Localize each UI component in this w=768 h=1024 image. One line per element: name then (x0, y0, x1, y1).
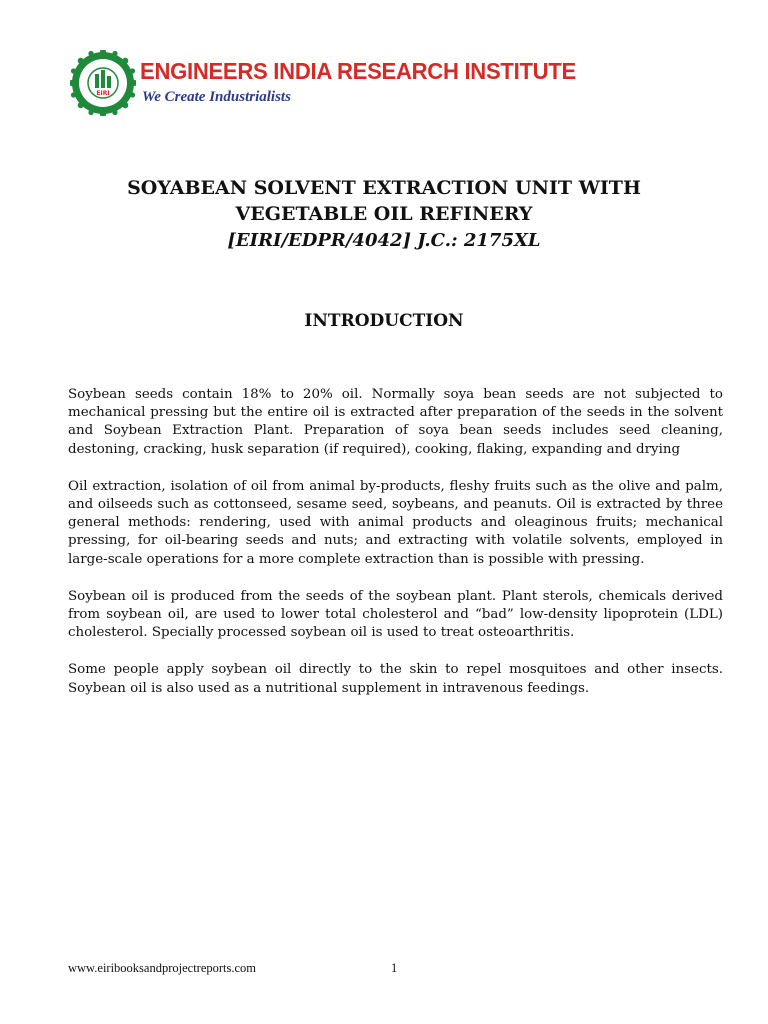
section-heading: INTRODUCTION (304, 311, 464, 331)
seal-text: EIRI (96, 90, 110, 97)
eiri-seal-icon (70, 50, 136, 116)
footer-website-link[interactable]: www.eiribooksandprojectreports.com (68, 961, 257, 975)
brand-logo (70, 50, 576, 120)
paragraph: Soybean seeds contain 18% to 20% oil. Normally soya bean seeds are not subjected to mechanical pressing but the entire oil is extracted after preparation of the seeds in the solvent and Soybean Extraction Plant. Preparation of soya bean seeds includes seed cleaning, destoning, cracking, husk separation (if required), cooking, flaking, expanding and drying (68, 387, 723, 457)
document-title-line-1: SOYABEAN SOLVENT EXTRACTION UNIT WITH (127, 177, 641, 199)
brand-name: ENGINEERS INDIA RESEARCH INSTITUTE (140, 58, 576, 84)
paragraph: Oil extraction, isolation of oil from animal by-products, fleshy fruits such as the olive and palm, and oilseeds such as cottonseed, sesame seed, soybeans, and peanuts. Oil is extracted by three general methods: rendering, used with animal products and oleaginous fruits; mechanical pressing, for oil-bearing seeds and nuts; and extracting with volatile solvents, employed in large-scale operations for a more complete extraction than is possible with pressing. (68, 478, 723, 567)
footer-page-number: 1 (391, 961, 398, 975)
brand-tagline: We Create Industrialists (142, 89, 291, 105)
document-body (68, 386, 723, 717)
document-code: [EIRI/EDPR/4042] J.C.: 2175XL (227, 230, 541, 251)
paragraph: Some people apply soybean oil directly to the skin to repel mosquitoes and other insects. Soybean oil is also used as a nutritional supplement in intravenous feedings. (68, 662, 723, 696)
paragraph: Soybean oil is produced from the seeds of the soybean plant. Plant sterols, chemicals derived from soybean oil, are used to lower total cholesterol and “bad” low-density lipoprotein (LDL) cholesterol. Specially processed soybean oil is used to treat osteoarthritis. (68, 588, 723, 641)
document-title-line-2: VEGETABLE OIL REFINERY (235, 203, 533, 225)
